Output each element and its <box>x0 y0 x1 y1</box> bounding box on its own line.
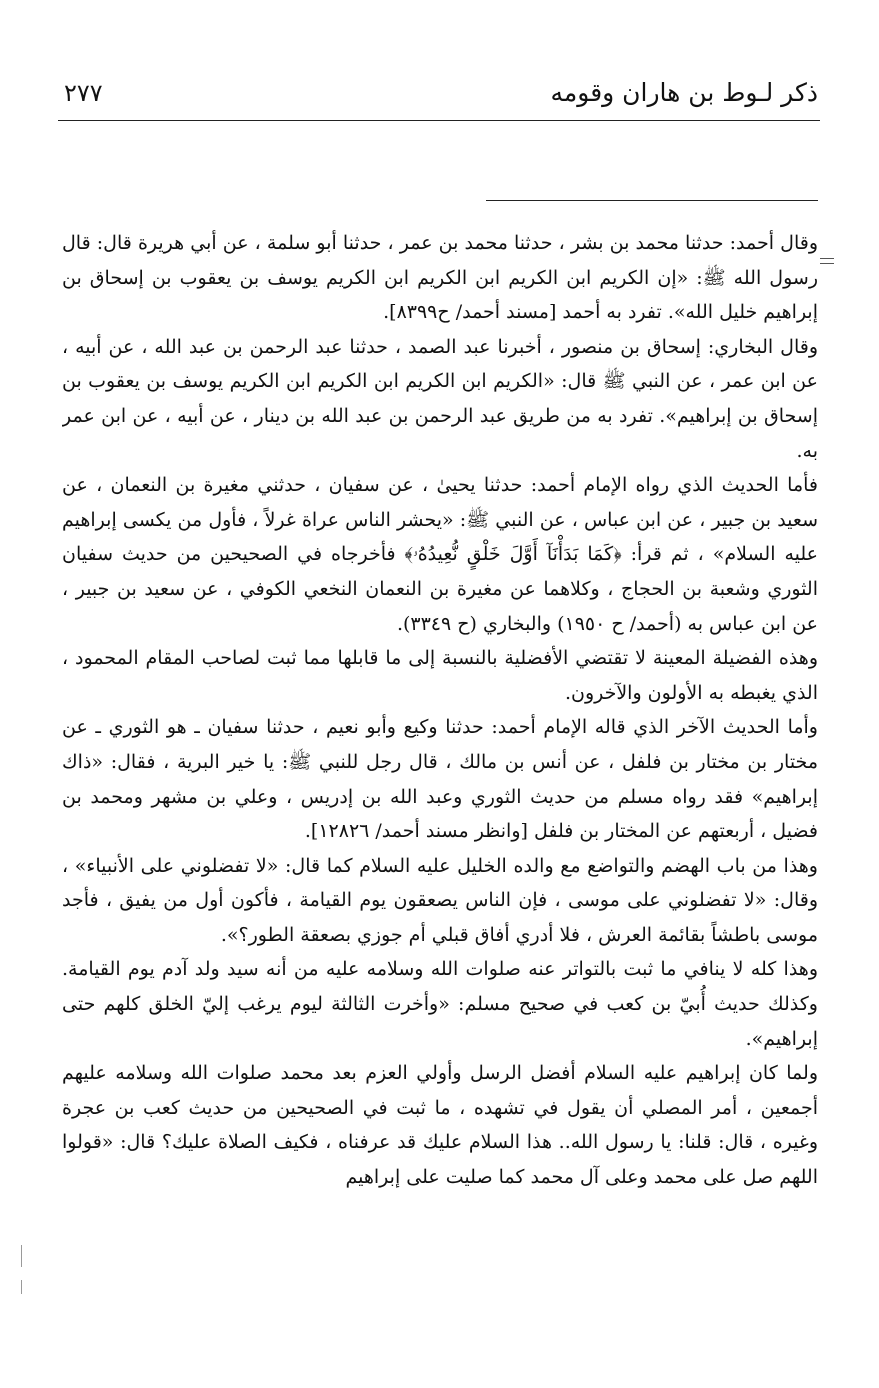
paragraph: وأما الحديث الآخر الذي قاله الإمام أحمد: حدثنا وكيع وأبو نعيم ، حدثنا سفيان ـ هو الثوري ـ عن مختار بن مختار بن فلفل ، عن أنس بن مالك ، قال رجل للنبي ﷺ: يا خير البرية ، فقال: «ذاك إبراهيم» فقد رواه مسلم من حديث الثوري وعبد الله بن إدريس ، وعلي بن مشهر ومحمد بن فضيل ، أربعتهم عن المختار بن فلفل [وانظر مسند أحمد/ ١٢٨٢٦]. <box>62 716 818 843</box>
paragraph: وقال أحمد: حدثنا محمد بن بشر ، حدثنا محمد بن عمر ، حدثنا أبو سلمة ، عن أبي هريرة قال: قال رسول الله ﷺ: «إن الكريم ابن الكريم ابن الكريم ابن الكريم يوسف بن يعقوب بن إسحاق بن إبراهيم خليل الله». تفرد به أحمد [مسند أحمد/ ح٨٣٩٩]. <box>62 232 818 324</box>
section-separator <box>486 200 818 201</box>
paragraph: وهذا كله لا ينافي ما ثبت بالتواتر عنه صلوات الله وسلامه عليه من أنه سيد ولد آدم يوم القيامة. وكذلك حديث أُبيّ بن كعب في صحيح مسلم: «وأخرت الثالثة ليوم يرغب إليّ الخلق كلهم حتى إبراهيم». <box>62 958 818 1050</box>
page-number: ٢٧٧ <box>64 79 103 107</box>
paragraph: ولما كان إبراهيم عليه السلام أفضل الرسل وأولي العزم بعد محمد صلوات الله وسلامه عليهم أجمعين ، أمر المصلي أن يقول في تشهده ، ما ثبت في الصحيحين من حديث كعب بن عجرة وغيره ، قال: قلنا: يا رسول الله.. هذا السلام عليك قد عرفناه ، فكيف الصلاة عليك؟ قال: «قولوا اللهم صل على محمد وعلى آل محمد كما صليت على إبراهيم <box>62 1062 818 1189</box>
paragraph: وهذا من باب الهضم والتواضع مع والده الخليل عليه السلام كما قال: «لا تفضلوني على الأنبياء» ، وقال: «لا تفضلوني على موسى ، فإن الناس يصعقون يوم القيامة ، فأكون أول من يفيق ، فأجد موسى باطشاً بقائمة العرش ، فلا أدري أفاق قبلي أم جوزي بصعقة الطور؟». <box>62 854 818 946</box>
margin-tick <box>21 1280 22 1294</box>
paragraph: وهذه الفضيلة المعينة لا تقتضي الأفضلية بالنسبة إلى ما قابلها مما ثبت لصاحب المقام المحمود ، الذي يغبطه به الأولون والآخرون. <box>62 647 818 704</box>
body-text <box>62 226 818 1366</box>
margin-tick <box>21 1245 22 1267</box>
chapter-title: ذكر لـوط بن هاران وقومه <box>550 78 818 107</box>
paragraph: وقال البخاري: إسحاق بن منصور ، أخبرنا عبد الصمد ، حدثنا عبد الرحمن بن عبد الله ، عن أبيه ، عن ابن عمر ، عن النبي ﷺ قال: «الكريم ابن الكريم ابن الكريم ابن الكريم يوسف بن يعقوب بن إسحاق بن إبراهيم». تفرد به من طريق عبد الرحمن بن عبد الله بن دينار ، عن أبيه ، عن ابن عمر به. <box>62 335 818 462</box>
paragraph: فأما الحديث الذي رواه الإمام أحمد: حدثنا يحيىٰ ، عن سفيان ، حدثني مغيرة بن النعمان ، عن سعيد بن جبير ، عن ابن عباس ، عن النبي ﷺ: «يحشر الناس عراة غرلاً ، فأول من يكسى إبراهيم عليه السلام» ، ثم قرأ: ﴿كَمَا بَدَأْنَآ أَوَّلَ خَلْقٍ نُّعِيدُهُۥ﴾ فأخرجاه في الصحيحين من حديث سفيان الثوري وشعبة بن الحجاج ، وكلاهما عن مغيرة بن النعمان النخعي الكوفي ، عن سعيد بن جبير ، عن ابن عباس به (أحمد/ ح ١٩٥٠) والبخاري (ح ٣٣٤٩). <box>62 474 818 635</box>
margin-mark <box>820 258 834 268</box>
running-header <box>58 68 820 121</box>
